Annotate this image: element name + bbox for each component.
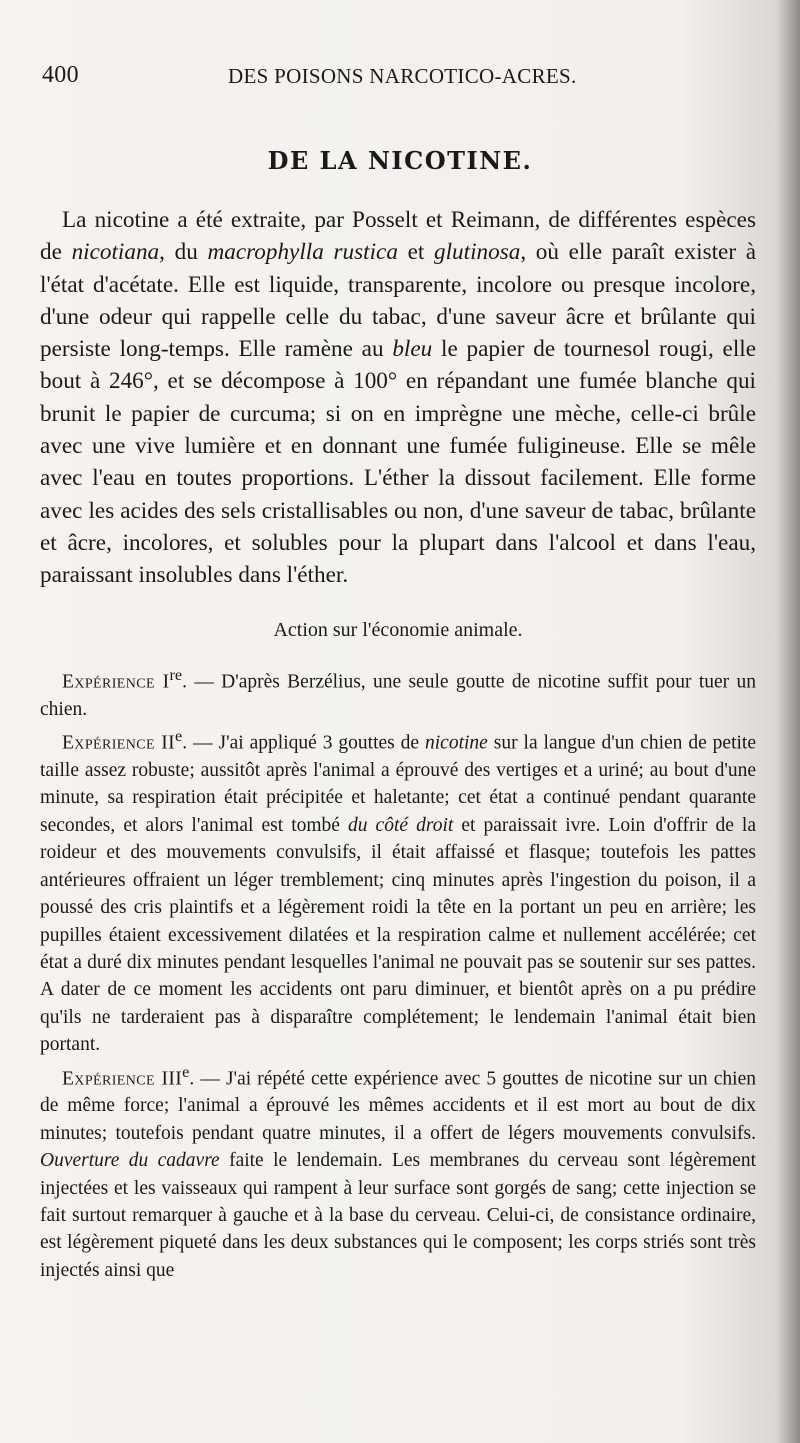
ordinal-sup: re [169, 665, 183, 684]
text-run: , où elle paraît exister à l'état d'acétate. Elle est liquide, transparente, incolore ou presque incolore, d'une odeur qui rappelle celle du tabac, d'une saveur âcre et brûlante qui persiste long-temps. Elle ramène au [40, 239, 757, 363]
text-run: . — J'ai répété cette expérience avec 5 gouttes de nicotine sur un chien de même force; l'animal a éprouvé les mêmes accidents et il est mort au bout de dix minutes; toutefois pendant quatre minutes, il a offert de légers mouvements convulsifs. [40, 1068, 756, 1144]
experience-label: Expérience III [62, 1068, 183, 1090]
experience-2 [40, 723, 756, 1058]
intro-paragraph [40, 204, 756, 592]
text-run: , du [159, 239, 208, 266]
page-number: 400 [42, 62, 79, 88]
subheading: Action sur l'économie animale. [273, 618, 523, 641]
text-run: . — D'après Berzélius, une seule goutte de nicotine suffit pour tuer un chien. [40, 671, 756, 720]
text-run: La nicotine a été extraite, par Posselt et Reimann, de différentes espèces de [40, 207, 756, 266]
italic-run: du côté droit [348, 814, 454, 836]
text-run: le papier de tournesol rougi, elle bout à 246°, et se décompose à 100° en répandant une fumée blanche qui brunit le papier de curcuma; si on en imprègne une mèche, celle-ci brûle avec une vive lumière et en donnant une fumée fuligineuse. Elle se mêle avec l'eau en toutes proportions. L'éther la dissout facilement. Elle forme avec les acides des sels cristallisables ou non, d'une saveur de tabac, brûlante et âcre, incolores, et solubles pour la plupart dans l'alcool et dans l'eau, paraissant insolubles dans l'éther. [40, 336, 756, 589]
italic-run: bleu [392, 336, 433, 363]
experiences [40, 662, 756, 1284]
italic-run: macrophylla rustica [207, 239, 398, 266]
text-run: . — J'ai appliqué 3 gouttes de [182, 732, 426, 754]
experience-1 [40, 662, 756, 723]
italic-run: glutinosa [434, 239, 521, 266]
text-run: et [397, 239, 434, 266]
section-title: DE LA NICOTINE. [267, 146, 533, 175]
text-run: sur la langue d'un chien de petite taille assez robuste; aussitôt après l'animal a éprouvé des vertiges et a uriné; au bout d'une minute, sa respiration était précipitée et haletante; cet état a continué pendant quarante secondes, et alors l'animal est tombé [40, 732, 756, 836]
ordinal-sup: e [182, 1062, 190, 1081]
experience-3 [40, 1059, 756, 1285]
text-run: et paraissait ivre. Loin d'offrir de la roideur et des mouvements convulsifs, il était affaissé et flasque; toutefois les pattes antérieures offraient un léger tremblement; cinq minutes après l'ingestion du poison, il a poussé des cris plaintifs et a légèrement roidi la tête en la portant un peu en arrière; les pupilles étaient excessivement dilatées et la respiration calme et nullement accélérée; cet état a duré dix minutes pendant lesquelles l'animal ne pouvait pas se soutenir sur ses pattes. A dater de ce moment les accidents ont paru diminuer, et bientôt après on a pu prédire qu'ils ne tarderaient pas à disparaître complétement; le lendemain l'animal était bien portant. [40, 814, 756, 1056]
text-run: faite le lendemain. Les membranes du cerveau sont légèrement injectées et les vaisseaux qui rampent à leur surface sont gorgés de sang; cette injection se fait surtout remarquer à gauche et à la base du cerveau. Celui-ci, de consistance ordinaire, est légèrement piqueté dans les deux substances qui le composent; les corps striés sont très injectés ainsi que [40, 1150, 756, 1281]
body-text [40, 204, 756, 1284]
italic-run: nicotiana [71, 239, 160, 266]
ordinal-sup: e [175, 727, 183, 746]
experience-label: Expérience II [62, 732, 176, 754]
running-title: DES POISONS NARCOTICO-ACRES. [228, 64, 577, 88]
running-header [38, 62, 740, 94]
experience-label: Expérience I [62, 671, 170, 693]
italic-run: nicotine [425, 732, 488, 754]
italic-run: Ouverture du cadavre [40, 1150, 220, 1172]
